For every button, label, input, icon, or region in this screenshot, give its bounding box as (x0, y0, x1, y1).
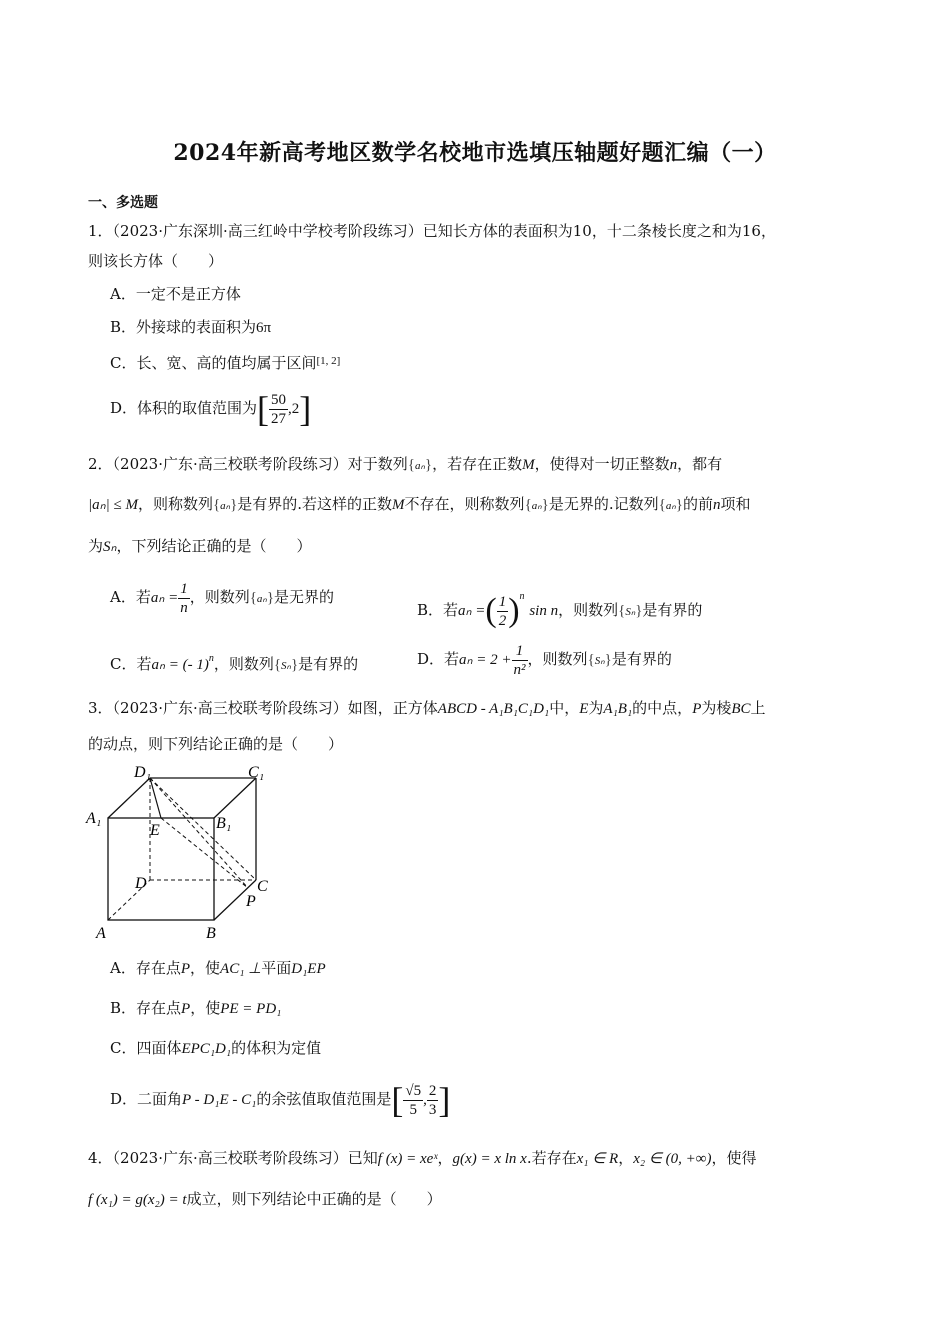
segment-d1-p (150, 778, 248, 888)
q3-option-a (110, 957, 326, 980)
q3-E: E (579, 701, 589, 717)
cube-figure (80, 760, 300, 945)
label-b1: B₁ (216, 815, 232, 832)
q2-M: M (522, 457, 535, 473)
q2-stem-line3 (88, 535, 312, 558)
q1-option-b (110, 316, 271, 339)
label-e: E (150, 822, 160, 839)
label-d: D (135, 875, 147, 892)
q4-number: 4． (88, 1149, 113, 1167)
q3-stem-line2: 的动点，则下列结论正确的是（ ） (88, 735, 344, 753)
q2-option-b-text: B．若 (417, 601, 459, 619)
q2-text: 是无界的.记数列 (548, 495, 659, 513)
q3-option-a-math: AC₁ ⊥ (220, 961, 262, 977)
q4-x1: x₁ ∈ R (576, 1151, 619, 1167)
q3-option-d-fraction1: $\frac{√5}{5}$ (405, 1082, 422, 1118)
q2-option-d-math: aₙ = 2 + (459, 652, 512, 668)
q3-option-c-text: 的体积为定值 (231, 1039, 322, 1057)
q3-option-b-P: P (181, 1001, 191, 1017)
q2-source: （2023·广东·高三校联考阶段练习） (112, 455, 348, 473)
q3-option-d: D．二面角P - D₁E - C₁的余弦值取值范围是[ $\frac{√5}{5}$ , $\frac{2}{3}$ ] (110, 1080, 451, 1120)
q2-option-a-text: A．若 (110, 588, 151, 606)
label-d1: D₁ (134, 764, 152, 781)
q1-source: （2023·广东深圳·高三红岭中学校考阶段练习） (112, 222, 423, 240)
q2-option-d-seq: Sₙ (594, 655, 605, 667)
q2-stem-line2: |aₙ| ≤ M，则称数列{aₙ}是有界的.若这样的正数M不存在，则称数列{aₙ}是无界的.记数列{aₙ}的前n项和 (88, 495, 751, 513)
q2-option-d: D．若aₙ = 2 + $\frac{1}{\text{n²}}$ ，则数列{Sₙ}是有界的 (417, 642, 672, 678)
q2-option-c: C．若aₙ = (- 1)$^n$，则数列{Sₙ}是有界的 (110, 653, 359, 673)
q2-option-a: A．若aₙ = $\frac{1}{n}$ ，则数列{aₙ}是无界的 (110, 580, 335, 616)
q3-P: P (692, 701, 702, 717)
q2-text: 项和 (720, 495, 751, 513)
q2-n: n (712, 497, 721, 513)
q3-BC: BC (731, 701, 751, 717)
q4-text: ，使得 (711, 1149, 757, 1167)
q3-option-d-math: P - D₁E - C₁ (182, 1092, 257, 1108)
label-b: B (206, 925, 216, 942)
q2-text: ，下列结论正确的是（ ） (116, 537, 312, 555)
page-title: 2024年新高考地区数学名校地市选填压轴题好题汇编（一） (173, 140, 777, 166)
q1-option-b-math: 6π (256, 320, 272, 336)
q4-g: g(x) = x ln x (452, 1151, 527, 1167)
q3-option-a-text: ，使 (190, 959, 221, 977)
q2-option-c-text: ，则数列 (213, 655, 274, 673)
q2-option-d-text: D．若 (417, 650, 460, 668)
q1-option-d-text: D．体积的取值范围为 (110, 399, 258, 417)
q3-text: 为 (588, 699, 604, 717)
q2-option-b-text: ，则数列 (558, 601, 619, 619)
q4-stem-line2 (88, 1188, 442, 1211)
q1-option-d-tail: ,2 (288, 401, 300, 417)
q1-stem-line2: 则该长方体（ ） (88, 252, 224, 270)
q2-option-c-power: n (208, 653, 214, 664)
q3-option-a-P: P (180, 961, 191, 977)
q2-seq-a: aₙ (531, 500, 542, 512)
q2-text: 为 (88, 537, 104, 555)
q2-option-a-text: 是无界的 (274, 588, 335, 606)
q2-option-a-fraction: $\frac{1}{n}$ (180, 580, 188, 616)
q2-option-b-sin: sin n (529, 603, 559, 619)
q2-text: ，都有 (677, 455, 723, 473)
q2-option-d-text: 是有界的 (611, 650, 672, 668)
q1-option-c (110, 350, 340, 374)
q2-option-b-power: n (519, 591, 525, 602)
q2-option-b-fraction: $\frac{1}{2}$ (498, 593, 507, 629)
q2-text: 是有界的.若这样的正数 (237, 495, 393, 513)
q2-text: 不存在，则称数列 (404, 495, 525, 513)
q1-option-a: A．一定不是正方体 (110, 285, 241, 303)
q1-option-c-text: C．长、宽、高的值均属于区间 (110, 354, 317, 372)
q2-option-d-fraction: $\frac{1}{\text{n²}}$ (513, 642, 526, 678)
q2-option-b-seq: Sₙ (625, 606, 636, 618)
q3-option-b-math: PE = PD₁ (220, 1001, 282, 1017)
q1-option-c-math: [1, 2] (316, 355, 341, 367)
label-p: P (246, 893, 256, 910)
q2-option-a-math: aₙ = (150, 590, 179, 606)
q2-abs-condition: |aₙ| ≤ M (88, 497, 138, 513)
q4-text: ， (618, 1149, 634, 1167)
q2-number: 2． (88, 455, 113, 473)
q2-text: 对于数列 (347, 455, 408, 473)
label-a1: A₁ (86, 810, 102, 827)
q4-text: 已知 (347, 1149, 378, 1167)
q3-option-b-text: B．存在点 (110, 999, 182, 1017)
q2-M: M (392, 497, 405, 513)
q3-stem-line1 (88, 697, 766, 720)
q4-stem-line1 (88, 1147, 756, 1170)
label-c1: C₁ (248, 764, 265, 781)
q2-option-a-seq: aₙ (256, 593, 267, 605)
q2-text: 的前 (682, 495, 713, 513)
q2-Sn: Sₙ (103, 539, 117, 555)
q3-text: 为棱 (701, 699, 732, 717)
q3-option-a-text: 平面 (261, 959, 292, 977)
q3-source: （2023·广东·高三校联考阶段练习） (112, 699, 348, 717)
q2-seq-a: aₙ (665, 500, 676, 512)
q3-option-d-text: D．二面角 (110, 1090, 183, 1108)
q3-option-a-math2: D₁EP (291, 961, 326, 977)
q3-option-b-text: ，使 (190, 999, 221, 1017)
q3-text: 中， (549, 699, 580, 717)
label-a: A (96, 925, 106, 942)
segment-e-p (161, 818, 248, 888)
q4-text: ， (437, 1149, 453, 1167)
section-heading: 一、多选题 (88, 195, 158, 211)
q4-x2: x₂ ∈ (0, +∞) (633, 1151, 712, 1167)
q3-option-c (110, 1037, 321, 1060)
q2-stem-line1: 2．（2023·广东·高三校联考阶段练习）对于数列{aₙ}，若存在正数M，使得对一切正整数n，都有 (88, 455, 723, 473)
q2-option-d-text: ，则数列 (527, 650, 588, 668)
q3-option-d-text: 的余弦值取值范围是 (256, 1090, 392, 1108)
q2-option-a-text: ，则数列 (189, 588, 250, 606)
q3-text: 的中点， (632, 699, 693, 717)
q1-option-d-fraction: $\frac{50}{27}$ (271, 391, 287, 427)
q4-condition: f (x₁) = g(x₂) = t (88, 1192, 187, 1208)
q2-n: n (669, 457, 678, 473)
q2-option-b-math: aₙ = (458, 603, 486, 619)
q2-seq-a: aₙ (414, 460, 425, 472)
q2-seq-a: aₙ (220, 500, 231, 512)
q2-option-b-text: 是有界的 (642, 601, 703, 619)
q3-option-c-text: C．四面体 (110, 1039, 182, 1057)
q1-number: 1． (88, 222, 113, 240)
q4-f: f (x) = xeˣ (377, 1151, 438, 1167)
q3-option-b (110, 997, 281, 1020)
q2-text: ，使得对一切正整数 (534, 455, 670, 473)
q3-option-d-fraction2: $\frac{2}{3}$ (428, 1082, 437, 1118)
q2-text: ，则称数列 (137, 495, 213, 513)
q2-option-b: B．若aₙ =( $\frac{1}{2}$ )$^n$ sin n，则数列{Sₙ}是有界的 (417, 591, 703, 629)
q3-A1B1: A₁B₁ (603, 701, 633, 717)
label-c: C (257, 878, 268, 895)
q3-number: 3． (88, 699, 113, 717)
q1-option-d: D．体积的取值范围为[ $\frac{50}{27}$ ,2] (110, 389, 312, 429)
q3-option-c-math: EPC₁D₁ (181, 1041, 232, 1057)
q4-source: （2023·广东·高三校联考阶段练习） (112, 1149, 348, 1167)
q2-option-c-text: C．若 (110, 655, 152, 673)
edge-a1-d1 (108, 778, 150, 818)
q2-text: ，若存在正数 (432, 455, 523, 473)
q2-option-c-text: 是有界的 (298, 655, 359, 673)
q2-option-c-seq: Sₙ (281, 660, 291, 672)
q1-stem-line1 (88, 220, 776, 242)
q4-text: .若存在 (526, 1149, 577, 1167)
q1-text: 已知长方体的表面积为10，十二条棱长度之和为16， (422, 222, 776, 240)
q4-text: 成立，则下列结论中正确的是（ ） (186, 1190, 442, 1208)
q3-text: 如图，正方体 (347, 699, 438, 717)
q1-option-b-text: B．外接球的表面积为 (110, 318, 257, 336)
q3-text: 上 (750, 699, 766, 717)
q3-option-a-text: A．存在点 (110, 959, 181, 977)
edge-b1-c1 (214, 778, 256, 818)
q3-cube: ABCD - A₁B₁C₁D₁ (437, 701, 550, 717)
q2-option-c-math: aₙ = (- 1) (151, 657, 209, 673)
